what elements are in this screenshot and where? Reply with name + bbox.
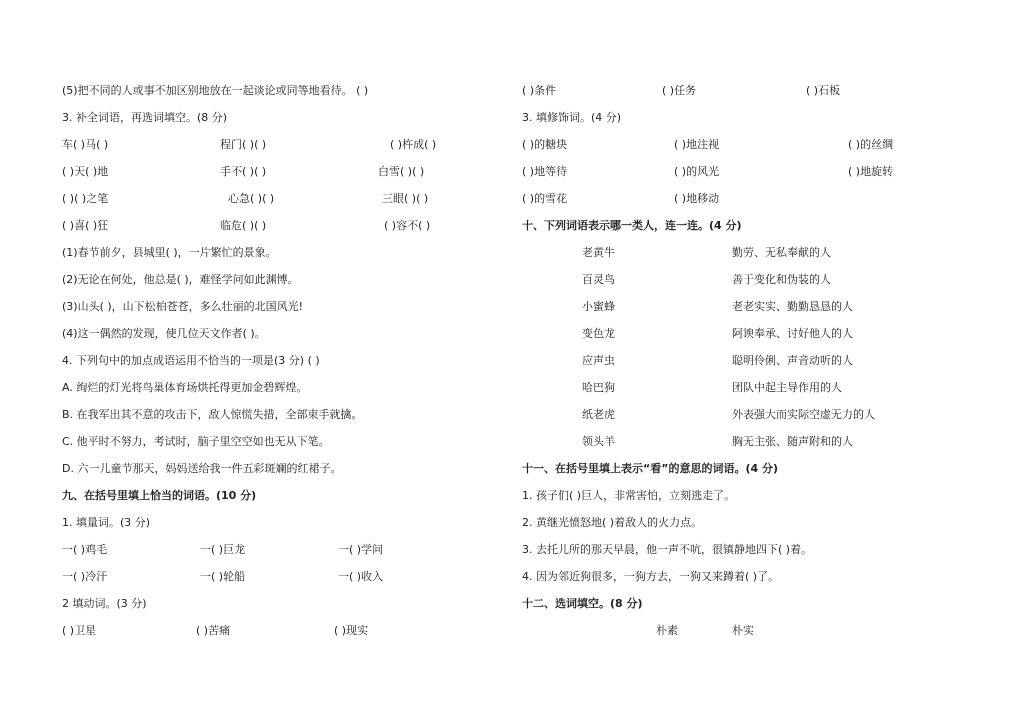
question-3-title: 3. 填修饰词。(4 分)	[522, 111, 622, 124]
idiom-blank: ( )天( )地	[62, 165, 109, 178]
modifier-blank: ( )的糖块	[522, 138, 568, 151]
idiom-blank: 程门( )( )	[220, 138, 267, 151]
measure-blank: 一( )鸡毛	[62, 543, 108, 556]
connect-meaning[interactable]: 阿谀奉承、讨好他人的人	[732, 327, 853, 340]
connect-meaning[interactable]: 聪明伶俐、声音动听的人	[732, 354, 853, 367]
idiom-blank: 手不( )( )	[220, 165, 267, 178]
connect-meaning[interactable]: 老老实实、勤勤恳恳的人	[732, 300, 853, 313]
modifier-blank: ( )地等待	[522, 165, 568, 178]
question-4-title: 4. 下列句中的加点成语运用不恰当的一项是(3 分) ( )	[62, 354, 320, 367]
connect-term[interactable]: 领头羊	[582, 435, 615, 448]
section-12-title: 十二、选词填空。(8 分)	[522, 597, 643, 610]
fill-sentence-1: (1)春节前夕，县城里( )，一片繁忙的景象。	[62, 246, 277, 259]
verb-blank: ( )卫星	[62, 624, 97, 637]
verb-blank: ( )现实	[334, 624, 369, 637]
connect-meaning[interactable]: 胸无主张、随声附和的人	[732, 435, 853, 448]
question-2-title: 2 填动词。(3 分)	[62, 597, 147, 610]
verb-blank: ( )条件	[522, 84, 557, 97]
modifier-blank: ( )地移动	[674, 192, 720, 205]
modifier-blank: ( )地旋转	[848, 165, 894, 178]
measure-blank: 一( )学问	[338, 543, 384, 556]
connect-term[interactable]: 老黄牛	[582, 246, 615, 259]
modifier-blank: ( )的风光	[674, 165, 720, 178]
idiom-blank: ( )杵成( )	[390, 138, 437, 151]
connect-meaning[interactable]: 善于变化和伪装的人	[732, 273, 831, 286]
fill-sentence-3: (3)山头( )，山下松柏苍苍，多么壮丽的北国风光!	[62, 300, 304, 313]
question-1-title: 1. 填量词。(3 分)	[62, 516, 151, 529]
section-3-title: 3. 补全词语，再选词填空。(8 分)	[62, 111, 228, 124]
idiom-blank: ( )喜( )狂	[62, 219, 109, 232]
idiom-blank: ( )容不( )	[384, 219, 431, 232]
idiom-blank: 三眼( )( )	[382, 192, 429, 205]
measure-blank: 一( )收入	[338, 570, 384, 583]
option-a: A. 绚烂的灯光将鸟巢体育场烘托得更加金碧辉煌。	[62, 381, 308, 394]
verb-blank: ( )石板	[806, 84, 841, 97]
connect-term[interactable]: 应声虫	[582, 354, 615, 367]
section-11-title: 十一、在括号里填上表示“看”的意思的词语。(4 分)	[522, 462, 778, 475]
connect-term[interactable]: 百灵鸟	[582, 273, 615, 286]
fill-sentence-4: (4)这一偶然的发现，使几位天文作者( )。	[62, 327, 266, 340]
section-10-title: 十、下列词语表示哪一类人，连一连。(4 分)	[522, 219, 742, 232]
option-c: C. 他平时不努力，考试时，脑子里空空如也无从下笔。	[62, 435, 330, 448]
section-9-title: 九、在括号里填上恰当的词语。(10 分)	[62, 489, 257, 502]
verb-blank: ( )任务	[662, 84, 697, 97]
verb-blank: ( )苦痛	[196, 624, 231, 637]
look-sentence-1: 1. 孩子们( )巨人，非常害怕，立刻逃走了。	[522, 489, 736, 502]
connect-meaning[interactable]: 外表强大而实际空虚无力的人	[732, 408, 875, 421]
choice-word: 朴素	[656, 624, 678, 637]
look-sentence-2: 2. 黄继光愤怒地( )着敌人的火力点。	[522, 516, 703, 529]
connect-meaning[interactable]: 团队中起主导作用的人	[732, 381, 842, 394]
measure-blank: 一( )巨龙	[200, 543, 246, 556]
idiom-blank: ( )( )之笔	[62, 192, 109, 205]
connect-term[interactable]: 哈巴狗	[582, 381, 615, 394]
modifier-blank: ( )的雪花	[522, 192, 568, 205]
idiom-blank: 临危( )( )	[220, 219, 267, 232]
idiom-blank: 车( )马( )	[62, 138, 109, 151]
choice-word: 朴实	[732, 624, 754, 637]
option-b: B. 在我军出其不意的攻击下，敌人惊慌失措，全部束手就擒。	[62, 408, 363, 421]
option-d: D. 六一儿童节那天，妈妈送给我一件五彩斑斓的红裙子。	[62, 462, 342, 475]
connect-term[interactable]: 纸老虎	[582, 408, 615, 421]
measure-blank: 一( )冷汗	[62, 570, 108, 583]
connect-meaning[interactable]: 勤劳、无私奉献的人	[732, 246, 831, 259]
measure-blank: 一( )轮船	[200, 570, 246, 583]
modifier-blank: ( )地注视	[674, 138, 720, 151]
fill-sentence-2: (2)无论在何处，他总是( )，难怪学问如此渊博。	[62, 273, 299, 286]
look-sentence-4: 4. 因为邻近狗很多，一狗方去，一狗又来蹲着( )了。	[522, 570, 780, 583]
modifier-blank: ( )的丝绸	[848, 138, 894, 151]
connect-term[interactable]: 变色龙	[582, 327, 615, 340]
item-5-definition: (5)把不同的人或事不加区别地放在一起谈论或同等地看待。 ( )	[62, 84, 369, 97]
idiom-blank: 心急( )( )	[228, 192, 275, 205]
connect-term[interactable]: 小蜜蜂	[582, 300, 615, 313]
idiom-blank: 白雪( )( )	[378, 165, 425, 178]
look-sentence-3: 3. 去托儿所的那天早晨，他一声不吭，很镇静地四下( )着。	[522, 543, 813, 556]
